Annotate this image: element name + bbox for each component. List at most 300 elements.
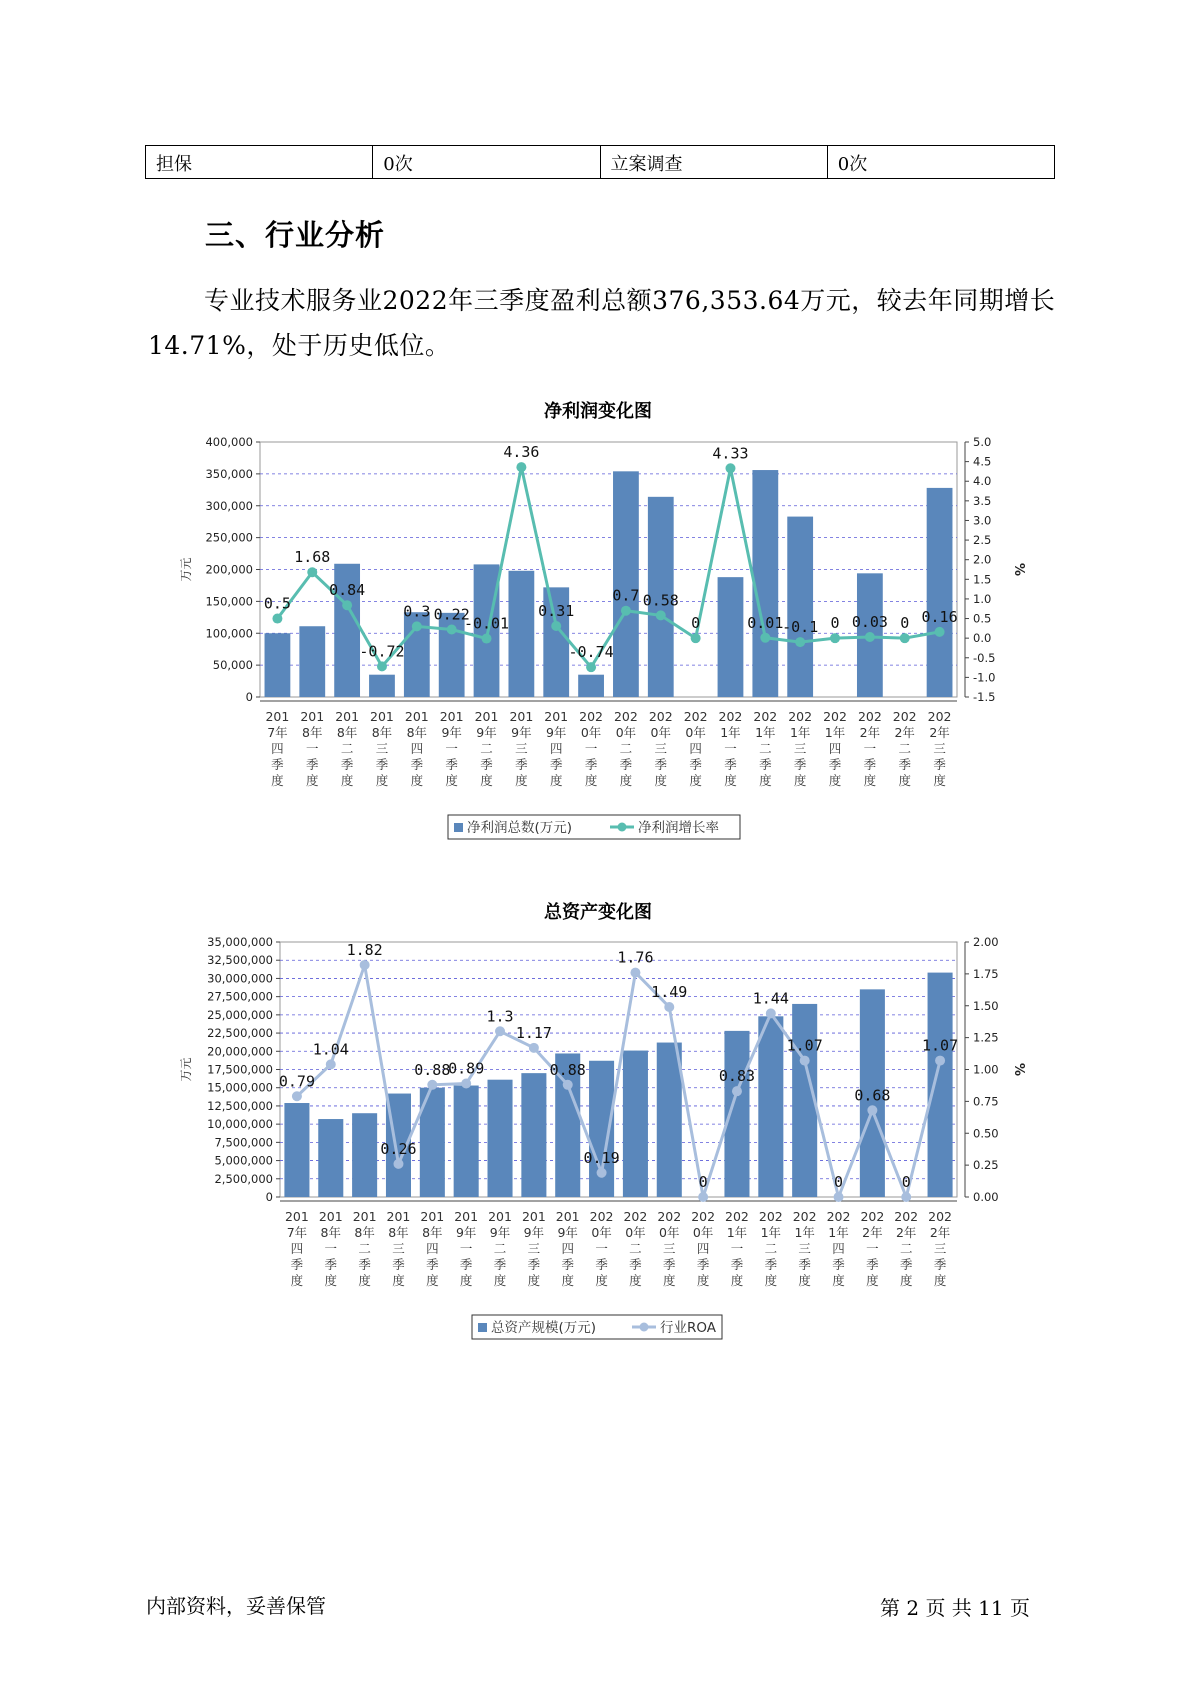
bar — [613, 471, 639, 697]
line-point — [867, 1105, 877, 1115]
x-tick-label: 度 — [375, 773, 389, 788]
x-tick-label: 202 — [927, 709, 952, 724]
line-point — [760, 633, 770, 643]
line-point — [482, 634, 492, 644]
bar — [578, 675, 604, 697]
x-tick-label: 度 — [358, 1273, 371, 1288]
data-label: 1.68 — [294, 548, 331, 567]
data-label: 1.76 — [617, 948, 654, 967]
x-tick-label: 度 — [527, 1273, 541, 1288]
line-point — [447, 625, 457, 635]
x-tick-label: 二 — [899, 1241, 913, 1256]
x-tick-label: 度 — [619, 773, 633, 788]
legend-swatch-point — [618, 823, 627, 832]
x-tick-label: 季 — [793, 757, 807, 772]
bar — [928, 973, 953, 1197]
x-tick-label: 1年 — [824, 725, 846, 740]
y2-tick-label: 2.00 — [973, 935, 999, 949]
y2-tick-label: 4.0 — [973, 474, 992, 489]
x-tick-label: 三 — [392, 1241, 405, 1256]
x-tick-label: 季 — [759, 757, 772, 772]
x-tick-label: 0年 — [625, 1225, 646, 1240]
x-tick-label: 201 — [544, 709, 569, 724]
y-tick-label: 50,000 — [212, 658, 253, 673]
x-tick-label: 202 — [792, 1209, 817, 1224]
x-tick-label: 一 — [595, 1241, 608, 1256]
x-tick-label: 7年 — [286, 1225, 308, 1240]
x-tick-label: 度 — [480, 773, 493, 788]
line-point — [621, 606, 631, 616]
line-point — [698, 1192, 708, 1202]
x-tick-label: 一 — [730, 1241, 744, 1256]
x-tick-label: 季 — [493, 1257, 507, 1272]
x-tick-label: 度 — [271, 773, 284, 788]
x-tick-label: 0年 — [650, 725, 672, 740]
x-tick-label: 9年 — [557, 1225, 578, 1240]
x-tick-label: 1年 — [794, 1225, 815, 1240]
data-label: 0.79 — [278, 1072, 315, 1091]
x-tick-label: 202 — [657, 1209, 682, 1224]
x-tick-label: 季 — [527, 1257, 541, 1272]
line-point — [586, 662, 596, 672]
x-tick-label: 1年 — [789, 725, 811, 740]
x-tick-label: 季 — [696, 1257, 710, 1272]
x-tick-label: 二 — [619, 741, 633, 756]
x-tick-label: 季 — [515, 757, 528, 772]
x-tick-label: 1年 — [828, 1225, 849, 1240]
y2-tick-label: 1.00 — [973, 1062, 999, 1077]
x-tick-label: 季 — [561, 1257, 574, 1272]
data-label: 1.49 — [651, 983, 688, 1002]
data-label: 0.22 — [433, 605, 470, 624]
line-point — [865, 632, 875, 642]
x-tick-label: 季 — [689, 757, 702, 772]
x-tick-label: 度 — [798, 1273, 811, 1288]
x-tick-label: 202 — [589, 1209, 614, 1224]
line-point — [412, 621, 422, 631]
x-tick-label: 度 — [306, 773, 319, 788]
legend-swatch-point — [640, 1323, 649, 1332]
y2-tick-label: 4.5 — [973, 454, 992, 469]
x-tick-label: 季 — [832, 1257, 845, 1272]
x-tick-label: 二 — [759, 741, 772, 756]
x-tick-label: 度 — [493, 1273, 507, 1288]
x-tick-label: 9年 — [441, 725, 462, 740]
y2-tick-label: 1.25 — [973, 1030, 999, 1045]
data-label: 0.7 — [612, 586, 640, 605]
line-point — [529, 1043, 539, 1053]
x-tick-label: 201 — [318, 1209, 343, 1224]
x-tick-label: 201 — [284, 1209, 309, 1224]
data-label: -0.74 — [568, 643, 614, 662]
data-label: -0.01 — [463, 614, 510, 633]
x-tick-label: 度 — [340, 773, 354, 788]
x-tick-label: 三 — [933, 1241, 947, 1256]
line-point — [516, 462, 526, 472]
y-tick-label: 35,000,000 — [207, 935, 273, 949]
analysis-paragraph: 专业技术服务业2022年三季度盈利总额376,353.64万元，较去年同期增长14.71%，处于历史低位。 — [148, 286, 1056, 360]
x-tick-label: 季 — [410, 757, 424, 772]
line-point — [393, 1159, 403, 1169]
data-label: 0.89 — [448, 1059, 485, 1078]
x-tick-label: 201 — [352, 1209, 377, 1224]
x-tick-label: 季 — [724, 757, 737, 772]
x-tick-label: 度 — [426, 1273, 439, 1288]
x-tick-label: 9年 — [511, 725, 532, 740]
x-tick-label: 202 — [718, 709, 743, 724]
x-tick-label: 季 — [764, 1257, 778, 1272]
bar — [488, 1080, 513, 1197]
x-tick-label: 202 — [683, 709, 708, 724]
data-label: 0.16 — [921, 607, 958, 626]
x-tick-label: 三 — [663, 1241, 676, 1256]
table-cell: 立案调查 — [600, 146, 827, 179]
y2-tick-label: 1.0 — [973, 591, 992, 606]
x-tick-label: 2年 — [859, 725, 881, 740]
x-tick-label: 202 — [753, 709, 778, 724]
line-point — [725, 463, 735, 473]
x-tick-label: 度 — [584, 773, 598, 788]
line-point — [292, 1091, 302, 1101]
x-tick-label: 度 — [654, 773, 668, 788]
x-tick-label: 三 — [375, 741, 389, 756]
y-tick-label: 5,000,000 — [214, 1153, 273, 1168]
x-tick-label: 201 — [386, 1209, 411, 1224]
x-tick-label: 四 — [271, 741, 284, 756]
y2-tick-label: 2.0 — [973, 552, 992, 567]
legend-swatch-bar — [454, 823, 463, 832]
x-tick-label: 一 — [584, 741, 598, 756]
info-table — [145, 145, 1055, 179]
x-tick-label: 二 — [340, 741, 354, 756]
x-tick-label: 季 — [358, 1257, 371, 1272]
data-label: 0.88 — [549, 1060, 586, 1079]
x-tick-label: 9年 — [489, 1225, 511, 1240]
y2-tick-label: -1.0 — [973, 670, 996, 685]
line-point — [935, 1056, 945, 1066]
x-tick-label: 9年 — [545, 725, 567, 740]
line-point — [342, 600, 352, 610]
x-tick-label: 201 — [521, 1209, 546, 1224]
x-tick-label: 度 — [445, 773, 458, 788]
line-point — [830, 633, 840, 643]
x-tick-label: 一 — [324, 1241, 338, 1256]
x-tick-label: 一 — [866, 1241, 879, 1256]
x-tick-label: 季 — [445, 757, 458, 772]
x-tick-label: 8年 — [302, 725, 323, 740]
x-tick-label: 201 — [488, 1209, 512, 1224]
x-tick-label: 0年 — [591, 1225, 612, 1240]
y-tick-label: 2,500,000 — [214, 1171, 273, 1186]
profit-chart-title: 净利润变化图 — [544, 401, 652, 422]
x-tick-label: 2年 — [862, 1225, 883, 1240]
x-tick-label: 季 — [933, 757, 946, 772]
x-tick-label: 201 — [555, 1209, 580, 1224]
page-number: 第 2 页 共 11 页 — [880, 1596, 1030, 1620]
line-point — [732, 1086, 742, 1096]
data-label: 1.17 — [515, 1023, 552, 1042]
data-label: 0.3 — [403, 602, 431, 621]
y2-tick-label: 1.75 — [973, 966, 999, 981]
x-tick-label: 201 — [420, 1209, 445, 1224]
x-tick-label: 四 — [832, 1241, 845, 1256]
x-tick-label: 四 — [561, 1241, 574, 1256]
x-tick-label: 三 — [793, 741, 807, 756]
y2-tick-label: 0.75 — [973, 1094, 999, 1109]
x-tick-label: 0年 — [615, 725, 637, 740]
line-point — [326, 1059, 336, 1069]
x-tick-label: 9年 — [476, 725, 497, 740]
x-tick-label: 季 — [426, 1257, 439, 1272]
x-tick-label: 202 — [788, 709, 813, 724]
x-tick-label: 202 — [826, 1209, 851, 1224]
x-tick-label: 度 — [933, 1273, 947, 1288]
x-tick-label: 202 — [928, 1209, 953, 1224]
x-tick-label: 201 — [265, 709, 290, 724]
x-tick-label: 四 — [290, 1241, 304, 1256]
x-tick-label: 0年 — [685, 725, 706, 740]
x-tick-label: 一 — [306, 741, 319, 756]
x-tick-label: 度 — [933, 773, 946, 788]
x-tick-label: 度 — [793, 773, 807, 788]
x-tick-label: 一 — [445, 741, 458, 756]
x-tick-label: 8年 — [371, 725, 393, 740]
x-tick-label: 季 — [899, 1257, 913, 1272]
data-label: 0.5 — [263, 594, 291, 613]
x-tick-label: 度 — [595, 1273, 608, 1288]
line-point — [691, 633, 701, 643]
data-label: 4.33 — [712, 444, 749, 463]
data-label: 0 — [698, 1173, 708, 1191]
x-tick-label: 二 — [898, 741, 911, 756]
x-tick-label: 202 — [613, 709, 638, 724]
line-point — [597, 1168, 607, 1178]
x-tick-label: 三 — [527, 1241, 541, 1256]
x-tick-label: 0年 — [580, 725, 602, 740]
x-tick-label: 季 — [933, 1257, 947, 1272]
bar — [657, 1043, 682, 1197]
legend-label: 行业ROA — [660, 1320, 717, 1336]
y-tick-label: 250,000 — [205, 530, 253, 545]
x-tick-label: 8年 — [320, 1225, 342, 1240]
data-label: 0.01 — [747, 613, 784, 632]
bar — [521, 1073, 546, 1197]
data-label: 0 — [691, 614, 701, 633]
data-label: 1.44 — [752, 989, 789, 1008]
bar — [299, 626, 325, 697]
line-point — [563, 1080, 573, 1090]
y-tick-label: 400,000 — [205, 435, 253, 449]
y-tick-label: 32,500,000 — [207, 953, 273, 968]
y2-tick-label: -1.5 — [973, 690, 996, 704]
x-tick-label: 1年 — [760, 1225, 782, 1240]
x-tick-label: 201 — [474, 709, 499, 724]
y-tick-label: 15,000,000 — [207, 1080, 273, 1095]
x-tick-label: 度 — [696, 1273, 710, 1288]
x-tick-label: 202 — [860, 1209, 885, 1224]
x-tick-label: 1年 — [726, 1225, 748, 1240]
x-tick-label: 季 — [392, 1257, 405, 1272]
x-tick-label: 季 — [340, 757, 354, 772]
y2-tick-label: 1.50 — [973, 998, 999, 1013]
bar — [369, 675, 395, 697]
line-point — [360, 960, 370, 970]
x-tick-label: 2年 — [929, 725, 950, 740]
assets-chart-title: 总资产变化图 — [544, 902, 652, 923]
y-tick-label: 0 — [265, 1190, 273, 1204]
x-tick-label: 四 — [696, 1241, 710, 1256]
x-tick-label: 201 — [404, 709, 429, 724]
x-tick-label: 8年 — [354, 1225, 375, 1240]
assets-chart — [170, 930, 1030, 1350]
x-tick-label: 三 — [654, 741, 668, 756]
x-tick-label: 202 — [725, 1209, 749, 1224]
x-tick-label: 度 — [515, 773, 528, 788]
data-label: 0.58 — [642, 591, 679, 610]
x-tick-label: 季 — [375, 757, 389, 772]
line-point — [427, 1080, 437, 1090]
x-tick-label: 一 — [459, 1241, 473, 1256]
y2-tick-label: 3.0 — [973, 513, 992, 528]
x-tick-label: 2年 — [929, 1225, 951, 1240]
x-tick-label: 季 — [629, 1257, 642, 1272]
data-label: 1.3 — [486, 1007, 514, 1026]
x-tick-label: 7年 — [267, 725, 288, 740]
data-label: 0.19 — [583, 1148, 620, 1167]
x-tick-label: 202 — [823, 709, 847, 724]
line-point — [800, 1056, 810, 1066]
x-tick-label: 度 — [899, 1273, 913, 1288]
x-tick-label: 201 — [454, 1209, 479, 1224]
y-tick-label: 27,500,000 — [207, 989, 273, 1004]
x-tick-label: 三 — [933, 741, 946, 756]
y2-axis-title: % — [1011, 562, 1026, 577]
x-tick-label: 0年 — [692, 1225, 714, 1240]
table-row — [146, 146, 1055, 179]
x-tick-label: 季 — [595, 1257, 608, 1272]
x-tick-label: 季 — [480, 757, 493, 772]
y2-axis-title: % — [1011, 1062, 1026, 1077]
y-tick-label: 25,000,000 — [207, 1007, 273, 1022]
x-tick-label: 一 — [863, 741, 877, 756]
data-label: 0 — [834, 1173, 844, 1191]
x-tick-label: 度 — [759, 773, 772, 788]
x-tick-label: 度 — [863, 773, 877, 788]
y2-tick-label: 2.5 — [973, 533, 992, 548]
x-tick-label: 二 — [480, 741, 493, 756]
x-tick-label: 1年 — [755, 725, 776, 740]
line-point — [551, 621, 561, 631]
y-tick-label: 7,500,000 — [214, 1135, 273, 1150]
x-tick-label: 201 — [509, 709, 534, 724]
y-tick-label: 22,500,000 — [207, 1026, 273, 1041]
y2-tick-label: 3.5 — [973, 493, 992, 508]
table-cell: 担保 — [146, 146, 373, 179]
data-label: 0.84 — [329, 581, 366, 600]
line-point — [656, 610, 666, 620]
y2-tick-label: 0.25 — [973, 1158, 999, 1173]
x-tick-label: 度 — [866, 1273, 879, 1288]
x-tick-label: 四 — [410, 741, 424, 756]
x-tick-label: 度 — [663, 1273, 676, 1288]
y-tick-label: 350,000 — [205, 466, 253, 481]
bar — [352, 1113, 377, 1197]
data-label: -0.1 — [782, 618, 819, 637]
x-tick-label: 季 — [863, 757, 877, 772]
y-tick-label: 150,000 — [205, 594, 253, 609]
y-tick-label: 17,500,000 — [207, 1062, 273, 1077]
x-tick-label: 季 — [654, 757, 668, 772]
x-tick-label: 202 — [892, 709, 917, 724]
data-label: 0.68 — [854, 1086, 891, 1105]
y-tick-label: 100,000 — [205, 626, 253, 641]
data-label: 1.07 — [922, 1036, 959, 1055]
y-tick-label: 10,000,000 — [207, 1117, 273, 1132]
x-tick-label: 度 — [828, 773, 842, 788]
x-tick-label: 度 — [764, 1273, 778, 1288]
y2-tick-label: 0.5 — [973, 611, 992, 626]
bar — [752, 470, 778, 697]
x-tick-label: 度 — [832, 1273, 845, 1288]
x-tick-label: 度 — [392, 1273, 405, 1288]
line-point — [795, 637, 805, 647]
x-tick-label: 度 — [561, 1273, 574, 1288]
x-tick-label: 季 — [324, 1257, 338, 1272]
x-tick-label: 季 — [798, 1257, 811, 1272]
x-tick-label: 8年 — [336, 725, 358, 740]
data-label: -0.72 — [359, 642, 405, 661]
x-tick-label: 202 — [691, 1209, 716, 1224]
line-point — [664, 1002, 674, 1012]
x-tick-label: 季 — [549, 757, 563, 772]
legend-label: 净利润总数(万元) — [467, 820, 573, 836]
x-tick-label: 9年 — [523, 1225, 545, 1240]
x-tick-label: 度 — [629, 1273, 642, 1288]
line-point — [766, 1008, 776, 1018]
x-tick-label: 201 — [439, 709, 464, 724]
data-label: 1.82 — [346, 940, 383, 959]
x-tick-label: 201 — [335, 709, 360, 724]
data-label: 0.03 — [851, 612, 888, 631]
line-point — [307, 567, 317, 577]
x-tick-label: 季 — [898, 757, 911, 772]
x-tick-label: 202 — [579, 709, 604, 724]
x-tick-label: 季 — [730, 1257, 744, 1272]
y-tick-label: 200,000 — [205, 562, 253, 577]
x-tick-label: 8年 — [406, 725, 428, 740]
y-axis-title: 万元 — [179, 557, 193, 582]
y2-tick-label: -0.5 — [973, 650, 996, 665]
x-tick-label: 季 — [866, 1257, 879, 1272]
legend-swatch-bar — [478, 1323, 487, 1332]
bar — [318, 1119, 343, 1197]
x-tick-label: 度 — [724, 773, 737, 788]
x-tick-label: 度 — [549, 773, 563, 788]
x-tick-label: 度 — [290, 1273, 304, 1288]
bar — [508, 571, 534, 697]
x-tick-label: 二 — [764, 1241, 778, 1256]
x-tick-label: 8年 — [388, 1225, 409, 1240]
x-tick-label: 2年 — [895, 1225, 917, 1240]
x-tick-label: 8年 — [422, 1225, 443, 1240]
x-tick-label: 四 — [828, 741, 842, 756]
x-tick-label: 季 — [306, 757, 319, 772]
x-tick-label: 度 — [730, 1273, 744, 1288]
line-point — [900, 633, 910, 643]
x-tick-label: 202 — [857, 709, 882, 724]
data-label: 0 — [900, 614, 910, 633]
x-tick-label: 202 — [648, 709, 673, 724]
